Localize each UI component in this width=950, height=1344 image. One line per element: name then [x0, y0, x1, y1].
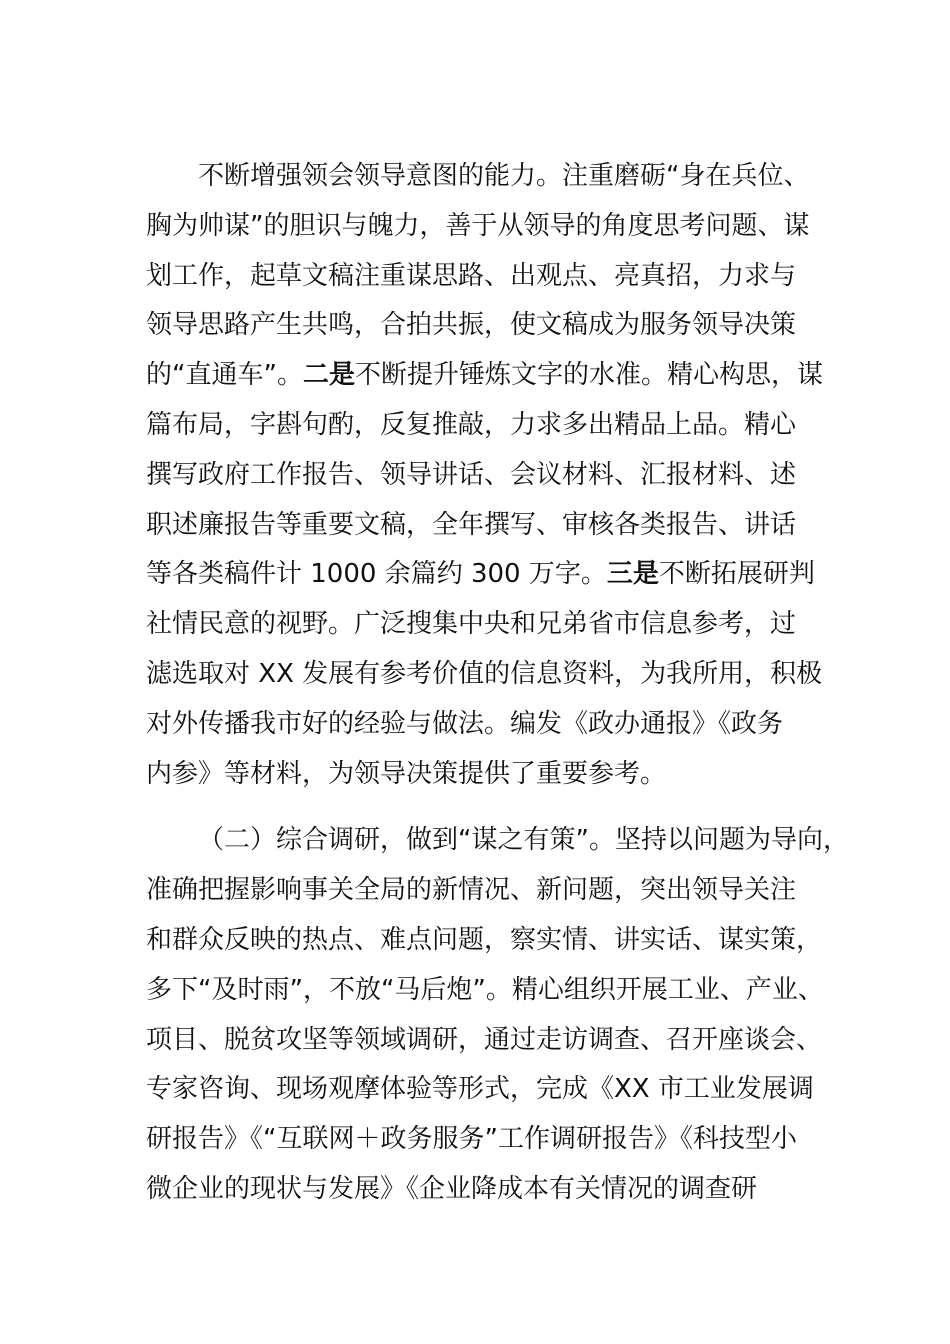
text-line: 领导思路产生共鸣，合拍共振，使文稿成为服务领导决策 [146, 310, 797, 341]
bold-marker-third: 三是 [606, 559, 659, 590]
text-run: 的“直通车”。 [146, 360, 303, 391]
bold-marker-second: 二是 [302, 360, 355, 391]
text-line: 职述廉报告等重要文稿，全年撰写、审核各类报告、讲话 [146, 509, 797, 540]
text-line: 滤选取对 XX 发展有参考价值的信息资料，为我所用，积极 [146, 658, 823, 689]
text-line: 项目、脱贫攻坚等领域调研，通过走访调查、召开座谈会、 [146, 1024, 823, 1055]
text-line: 社情民意的视野。广泛搜集中央和兄弟省市信息参考，过 [146, 609, 797, 640]
document-body [146, 152, 849, 1215]
text-line: 专家咨询、现场观摩体验等形式，完成《XX 市工业发展调 [146, 1074, 814, 1105]
text-line: 不断增强领会领导意图的能力。注重磨砺“身在兵位、 [198, 161, 810, 191]
text-line: 内参》等材料，为领导决策提供了重要参考。 [146, 758, 667, 789]
text-line: 准确把握影响事关全局的新情况、新问题，突出领导关注 [146, 875, 797, 906]
text-line: 和群众反映的热点、难点问题，察实情、讲实话、谋实策， [146, 924, 823, 955]
text-line: 撰写政府工作报告、领导讲话、会议材料、汇报材料、述 [146, 459, 797, 490]
text-run: 等各类稿件计 1000 余篇约 300 万字。 [146, 559, 607, 590]
text-line: 划工作，起草文稿注重谋思路、出观点、亮真招，力求与 [146, 260, 797, 291]
text-line: 胸为帅谋”的胆识与魄力，善于从领导的角度思考问题、谋 [146, 210, 810, 241]
text-line [146, 550, 815, 600]
text-line: 多下“及时雨”，不放“马后炮”。精心组织开展工业、产业、 [146, 974, 824, 1005]
text-run: 不断拓展研判 [658, 559, 815, 590]
text-line: （二）综合调研，做到“谋之有策”。坚持以问题为导向， [198, 825, 849, 856]
text-line: 篇布局，字斟句酌，反复推敲，力求多出精品上品。精心 [146, 409, 797, 440]
text-line [146, 351, 823, 401]
paragraph-2 [146, 816, 849, 1214]
text-run: 不断提升锤炼文字的水准。精心构思，谋 [354, 360, 823, 391]
text-line: 研报告》《“互联网＋政务服务”工作调研报告》《科技型小 [146, 1124, 797, 1155]
text-line: 微企业的现状与发展》《企业降成本有关情况的调查研 [146, 1173, 758, 1204]
text-line: 对外传播我市好的经验与做法。编发《政办通报》《政务 [146, 708, 784, 739]
paragraph-1 [146, 152, 823, 799]
